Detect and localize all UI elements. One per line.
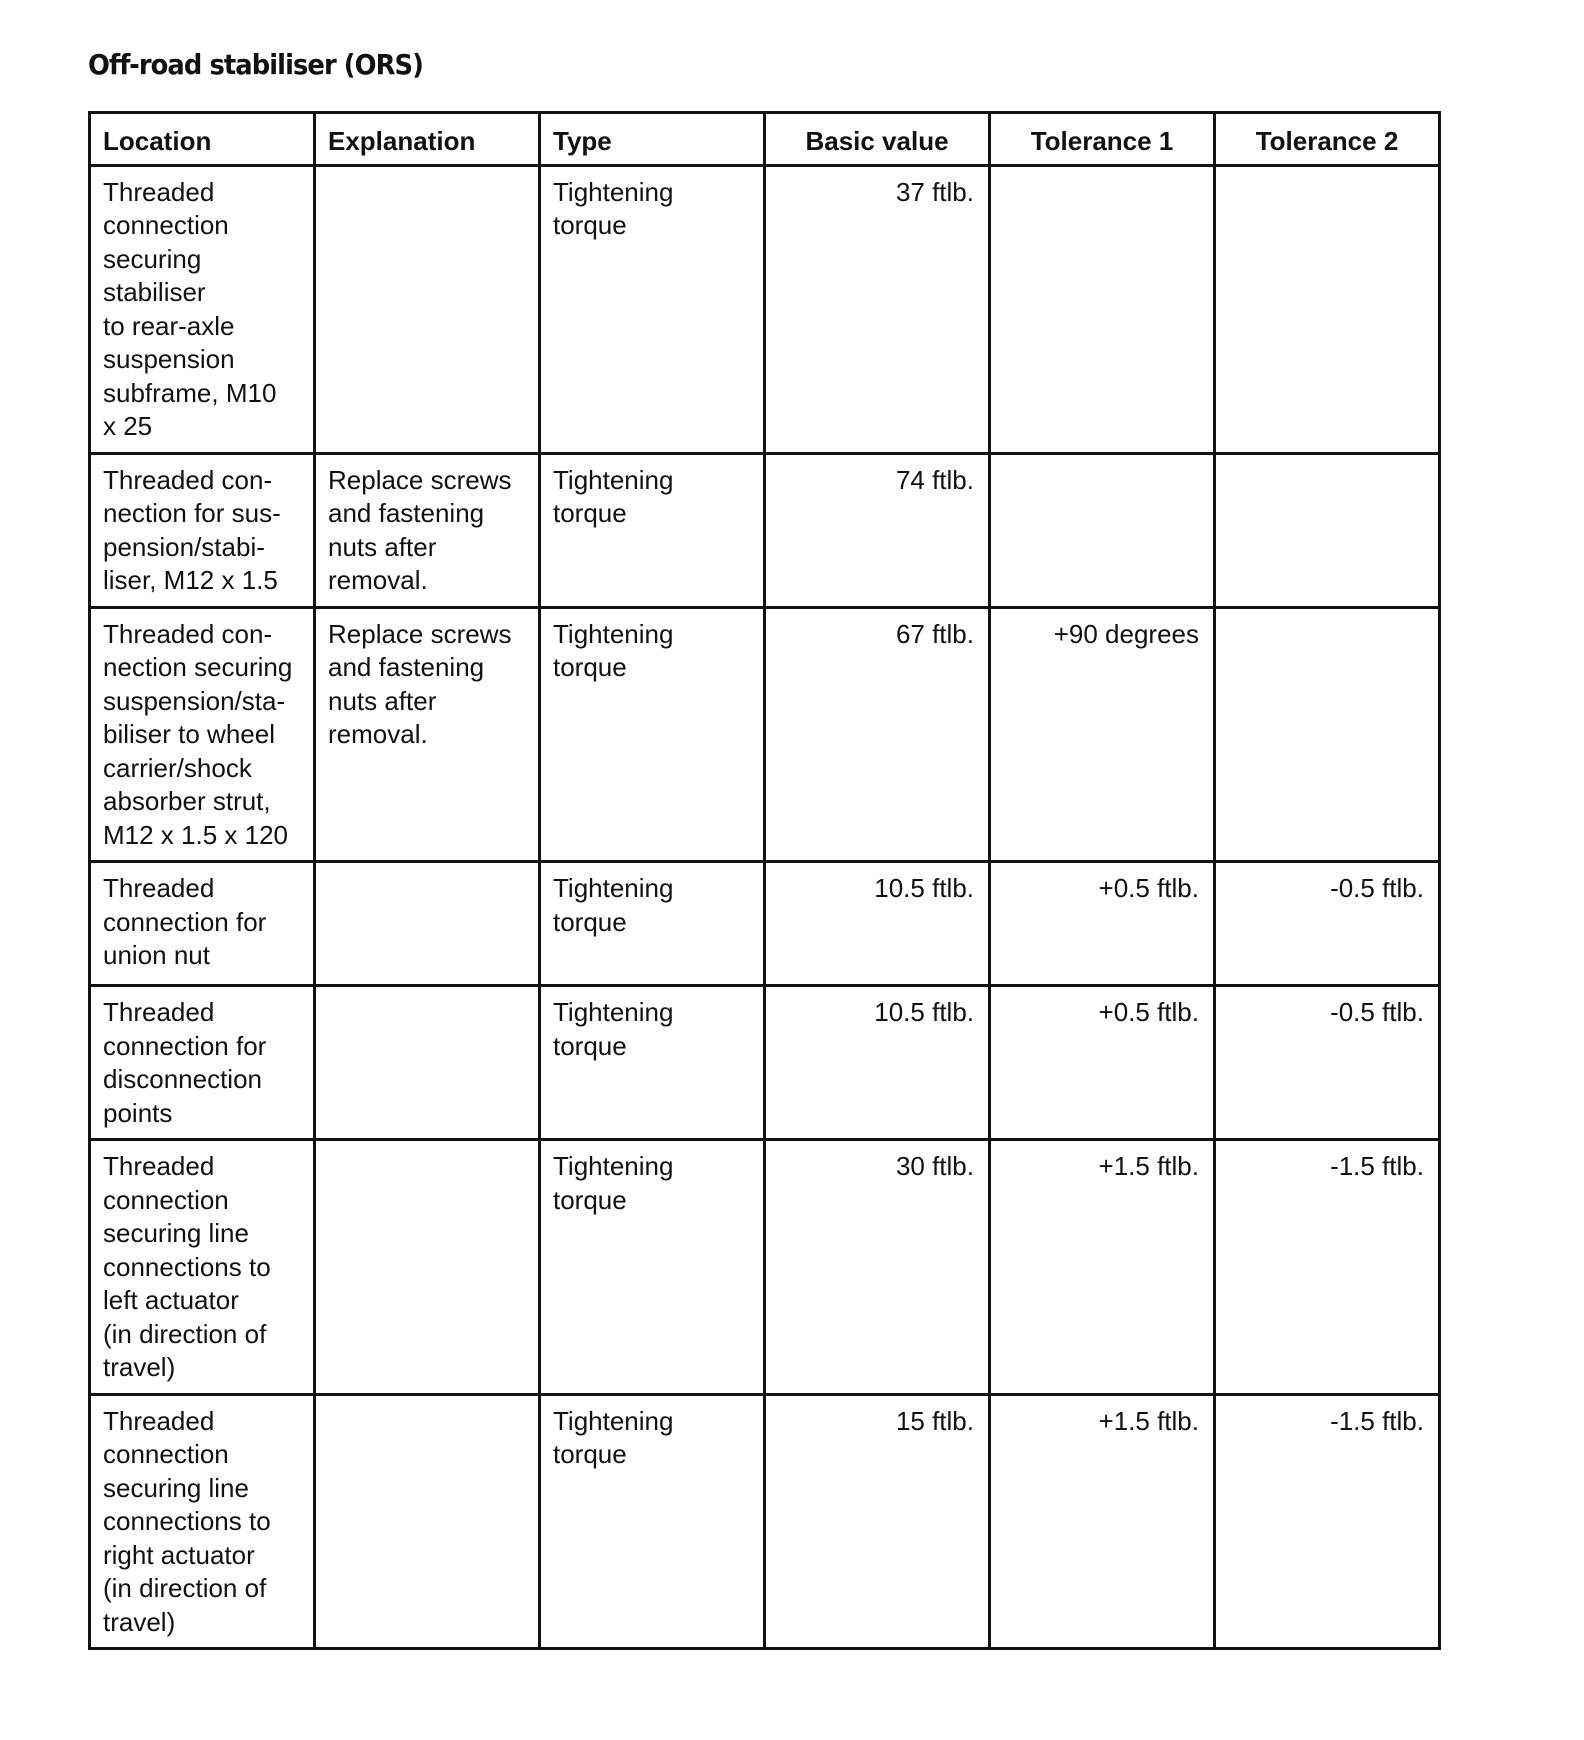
cell-basic-value: 37 ftlb.: [765, 165, 990, 453]
cell-basic-value: 74 ftlb.: [765, 453, 990, 607]
header-type: Type: [540, 113, 765, 166]
cell-location: [90, 1140, 315, 1395]
cell-location: [90, 607, 315, 862]
cell-type: [540, 1394, 765, 1649]
table-header-row: [90, 113, 1440, 166]
cell-explanation: [315, 1394, 540, 1649]
explanation-line: nuts after: [328, 531, 437, 562]
location-line: nection for sus-: [103, 498, 281, 528]
location-line: pension/stabi-: [103, 531, 265, 562]
cell-tolerance-1: [990, 165, 1215, 453]
explanation-line: Replace screws: [328, 618, 512, 649]
location-line: connections to: [103, 1251, 271, 1282]
location-line: Threaded con-: [103, 618, 273, 649]
cell-location: [90, 986, 315, 1140]
location-line: Threaded con-: [103, 464, 273, 495]
location-line: (in direction of: [103, 1318, 267, 1349]
location-line: connections to: [103, 1506, 271, 1536]
header-tolerance-1: Tolerance 1: [990, 113, 1215, 166]
type-line: Tightening: [553, 618, 674, 649]
location-line: connection: [103, 1439, 229, 1469]
type-line: Tightening: [553, 464, 674, 495]
table-row: [90, 165, 1440, 453]
explanation-line: and fastening: [328, 652, 485, 682]
location-line: carrier/shock: [103, 752, 252, 783]
cell-tolerance-2: -0.5 ftlb.: [1215, 986, 1440, 1140]
cell-basic-value: 67 ftlb.: [765, 607, 990, 862]
type-line: torque: [553, 1439, 627, 1469]
header-explanation: Explanation: [315, 113, 540, 166]
location-line: stabiliser: [103, 277, 206, 307]
cell-location: [90, 165, 315, 453]
location-line: Threaded: [103, 997, 215, 1027]
cell-tolerance-1: +0.5 ftlb.: [990, 862, 1215, 986]
cell-location: [90, 1394, 315, 1649]
table-row: [90, 1140, 1440, 1395]
cell-location: [90, 862, 315, 986]
torque-spec-table: [88, 111, 1441, 1650]
location-line: travel): [103, 1606, 176, 1637]
location-line: Threaded: [103, 1151, 215, 1181]
location-line: right actuator: [103, 1539, 255, 1570]
cell-tolerance-2: [1215, 165, 1440, 453]
location-line: suspension/sta-: [103, 685, 286, 716]
table-row: [90, 862, 1440, 986]
type-line: torque: [553, 1184, 627, 1215]
location-line: securing line: [103, 1472, 249, 1503]
cell-tolerance-2: -1.5 ftlb.: [1215, 1394, 1440, 1649]
location-line: to rear-axle: [103, 310, 235, 341]
table-row: [90, 453, 1440, 607]
cell-type: [540, 1140, 765, 1395]
header-location: Location: [90, 113, 315, 166]
cell-tolerance-1: +1.5 ftlb.: [990, 1394, 1215, 1649]
type-line: Tightening: [553, 1405, 674, 1436]
explanation-line: nuts after: [328, 685, 437, 716]
type-line: torque: [553, 498, 627, 528]
cell-tolerance-2: -0.5 ftlb.: [1215, 862, 1440, 986]
location-line: connection for: [103, 906, 267, 937]
location-line: biliser to wheel: [103, 719, 275, 749]
location-line: x 25: [103, 411, 153, 441]
cell-explanation: [315, 453, 540, 607]
type-line: Tightening: [553, 176, 674, 207]
cell-type: [540, 453, 765, 607]
location-line: connection: [103, 210, 229, 240]
cell-location: [90, 453, 315, 607]
header-basic-value: Basic value: [765, 113, 990, 166]
cell-tolerance-2: [1215, 453, 1440, 607]
cell-tolerance-1: +1.5 ftlb.: [990, 1140, 1215, 1395]
location-line: Threaded: [103, 873, 215, 903]
location-line: disconnection: [103, 1064, 262, 1094]
type-line: Tightening: [553, 1151, 674, 1181]
location-line: left actuator: [103, 1285, 239, 1315]
cell-basic-value: 10.5 ftlb.: [765, 862, 990, 986]
explanation-line: removal.: [328, 719, 428, 749]
location-line: securing line: [103, 1218, 249, 1248]
location-line: securing: [103, 243, 202, 274]
cell-explanation: [315, 862, 540, 986]
cell-type: [540, 986, 765, 1140]
cell-basic-value: 10.5 ftlb.: [765, 986, 990, 1140]
location-line: absorber strut,: [103, 786, 271, 816]
explanation-line: removal.: [328, 565, 428, 595]
type-line: Tightening: [553, 873, 674, 903]
location-line: connection: [103, 1184, 229, 1215]
location-line: travel): [103, 1352, 176, 1382]
type-line: torque: [553, 652, 627, 682]
cell-type: [540, 862, 765, 986]
cell-basic-value: 30 ftlb.: [765, 1140, 990, 1395]
cell-type: [540, 165, 765, 453]
table-row: [90, 986, 1440, 1140]
type-line: torque: [553, 210, 627, 240]
type-line: torque: [553, 906, 627, 937]
explanation-line: Replace screws: [328, 464, 512, 495]
cell-tolerance-2: [1215, 607, 1440, 862]
location-line: liser, M12 x 1.5: [103, 565, 278, 595]
location-line: suspension: [103, 344, 235, 374]
location-line: Threaded: [103, 176, 215, 207]
location-line: (in direction of: [103, 1573, 267, 1603]
cell-basic-value: 15 ftlb.: [765, 1394, 990, 1649]
cell-type: [540, 607, 765, 862]
page-title: Off-road stabiliser (ORS): [88, 48, 424, 81]
table-row: [90, 1394, 1440, 1649]
location-line: union nut: [103, 940, 210, 970]
cell-tolerance-1: +0.5 ftlb.: [990, 986, 1215, 1140]
cell-explanation: [315, 165, 540, 453]
location-line: points: [103, 1097, 173, 1128]
location-line: M12 x 1.5 x 120: [103, 819, 288, 850]
cell-tolerance-1: +90 degrees: [990, 607, 1215, 862]
explanation-line: and fastening: [328, 498, 485, 528]
location-line: subframe, M10: [103, 377, 277, 408]
table-row: [90, 607, 1440, 862]
cell-explanation: [315, 607, 540, 862]
cell-tolerance-1: [990, 453, 1215, 607]
location-line: connection for: [103, 1030, 267, 1061]
cell-explanation: [315, 1140, 540, 1395]
cell-explanation: [315, 986, 540, 1140]
header-tolerance-2: Tolerance 2: [1215, 113, 1440, 166]
location-line: Threaded: [103, 1405, 215, 1436]
location-line: nection securing: [103, 652, 293, 682]
type-line: torque: [553, 1030, 627, 1061]
type-line: Tightening: [553, 997, 674, 1027]
cell-tolerance-2: -1.5 ftlb.: [1215, 1140, 1440, 1395]
